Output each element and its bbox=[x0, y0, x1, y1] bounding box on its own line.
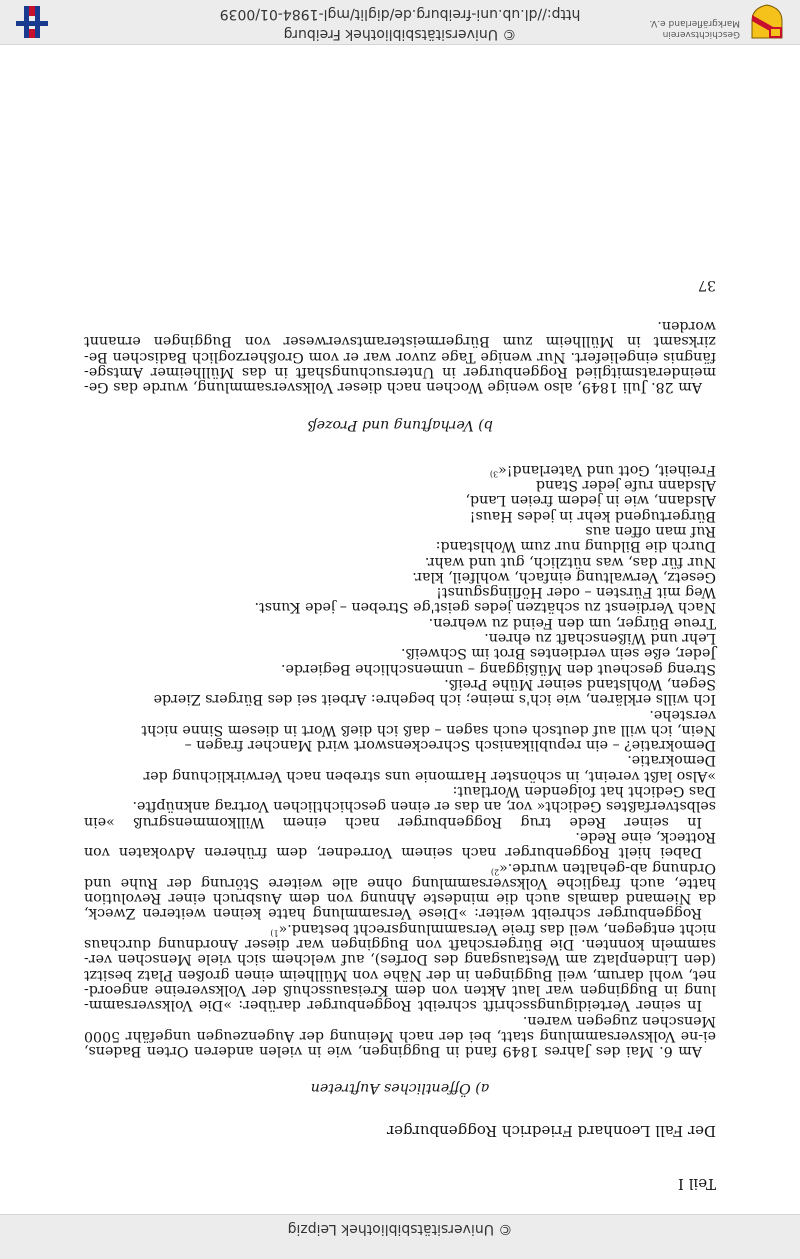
header-copyright: © Universitätsbibliothek Leipzig bbox=[287, 1221, 513, 1237]
paragraph-final: Am 28. Juli 1849, also wenige Wochen nach dieser Volksversammlung, wurde das Ge-meinderatsmitglied Roggenburger in Untersuchungshaft in das Müllheimer Amtsge-fängnis eingeliefert. Nur wenige Tage zuvor war er vom Großherzoglich Badischen Be-zirksamt in Müllheim zum Bürgermeisteramtsverweser von Buggingen ernannt worden. bbox=[84, 318, 716, 396]
poem-line: Treue Bürger, um den Feind zu wehren. bbox=[428, 614, 716, 631]
section-heading-b: b) Verhaftung und Prozeß bbox=[307, 416, 493, 433]
poem-line: Segen, Wohlstand seiner Mühe Preiß. bbox=[444, 675, 716, 692]
poem bbox=[84, 462, 716, 783]
poem-line-last-text: Freiheit, Gott und Vaterland!« bbox=[498, 461, 716, 478]
poem-line: Streng gescheut den Müßiggang – unmenschliche Begierde. bbox=[281, 660, 716, 677]
poem-line: Nur für das, was nützlich, gut und wahr. bbox=[424, 553, 716, 570]
part-label: Teil I bbox=[677, 1175, 716, 1193]
viewer-header-bar bbox=[0, 1214, 800, 1259]
poem-line: Gesetz, Verwaltung einfach, wohlfeil, klar. bbox=[412, 568, 716, 585]
footnote-mark-2: 2) bbox=[490, 867, 500, 877]
poem-line-last bbox=[84, 462, 716, 477]
paragraph-2 bbox=[84, 920, 716, 1012]
document-page bbox=[84, 262, 716, 1191]
paragraph-3 bbox=[84, 859, 716, 920]
poem-line: Ruf man offen aus bbox=[585, 523, 716, 540]
poem-line: verstehe. bbox=[649, 706, 716, 723]
poem-line: Alsdann, wie in jedem freien Land, bbox=[465, 492, 716, 509]
poem-line: Demokratie? – ein republikanisch Schreckenswort wird Mancher fragen – bbox=[184, 737, 716, 754]
paragraph-5: In seiner Rede trug Roggenburger nach einem Willkommensgruß »ein selbstverfaßtes Gedicht« vor, an das er einen geschichtlichen Vortrag anknüpfte. bbox=[84, 798, 716, 830]
library-logo-icon bbox=[14, 4, 50, 40]
poem-line: Jeder, eße sein verdientes Brot im Schweiß. bbox=[400, 645, 716, 662]
poem-line: »Also laßt vereint, in schönster Harmonie uns streben nach Verwirklichung der bbox=[143, 767, 716, 784]
poem-line: Weg mit Fürsten – oder Höflingsgunst! bbox=[436, 584, 716, 601]
viewer-footer-bar bbox=[0, 0, 800, 45]
footer-copyright: © Universitätsbibliothek Freiburg bbox=[283, 26, 517, 42]
paragraph-2-text: In seiner Verteidigungsschrift schreibt Roggenburger darüber: »Die Volksversamm-lung in Buggingen war laut Akten von dem Kreisausschuß der Volksvereine angeord-net, wohl darum, weil Buggingen in der Nähe von Müllheim einen großen Platz besitzt (den Lindenplatz am Westausgang des Dorfes), auf welchem sich viele Menschen ver-sammeln konnten. Die Bürgerschaft von Buggingen war dieser Anordnung durchaus nicht entgegen, weil das freie Versammlungsrecht bestand.« bbox=[84, 920, 716, 1014]
society-crest-icon bbox=[748, 3, 786, 41]
case-title: Der Fall Leonhard Friedrich Roggenburger bbox=[386, 1121, 716, 1140]
poem-line: Nach Verdienst zu schätzen jedes geist'ge Streben – jede Kunst. bbox=[254, 599, 716, 616]
poem-line: Alsdann rufe jeder Stand bbox=[535, 477, 716, 494]
society-name: Geschichtsverein Markgräflerland e.V. bbox=[649, 18, 740, 39]
poem-line: Demokratie. bbox=[627, 752, 716, 769]
footer-url[interactable]: http://dl.ub.uni-freiburg.de/diglit/mgl-1984-01/0039 bbox=[219, 6, 581, 22]
paragraph-4: Dabei hielt Roggenburger nach seinem Vorredner, dem früheren Advokaten von Rotteck, eine Rede. bbox=[84, 828, 716, 861]
page-number: 37 bbox=[697, 276, 716, 293]
paragraph-3-text: Roggenburger schreibt weiter: »Diese Versammlung hatte keinen weiteren Zweck, da Niemand damals auch die mindeste Ahnung von dem Ausbruch einer Revolution hatte, auch fragliche Volksversammlung ohne alle weitere Störung der Ruhe und Ordnung ab-gehalten wurde.« bbox=[84, 859, 716, 922]
poem-line: Bürgertugend kehr in jedes Haus! bbox=[469, 507, 716, 524]
footnote-mark-3: 3) bbox=[489, 469, 499, 479]
poem-line: Durch die Bildung nur zum Wohlstand: bbox=[435, 538, 716, 555]
paragraph-1: Am 6. Mai des Jahres 1849 fand in Buggingen, wie in vielen anderen Orten Badens, ei-ne Volksversammlung statt, bei der nach Meinung der Augenzeugen ungefähr 5000 Menschen zugegen waren. bbox=[84, 1012, 716, 1060]
paragraph-6: Das Gedicht hat folgenden Wortlaut: bbox=[452, 783, 716, 800]
poem-line: Ich wills erklären, wie ich's meine; ich begehre: Arbeit sei des Bürgers Zierde bbox=[153, 691, 716, 708]
section-heading-a: a) Öffentliches Auftreten bbox=[310, 1080, 490, 1097]
footnote-mark-1: 1) bbox=[270, 928, 279, 938]
poem-line: Nein, ich will auf deutsch euch sagen – daß ich dieß Wort in diesem Sinne nicht bbox=[141, 721, 716, 738]
poem-line: Lehr und Wißenschaft zu ehren. bbox=[484, 630, 716, 647]
